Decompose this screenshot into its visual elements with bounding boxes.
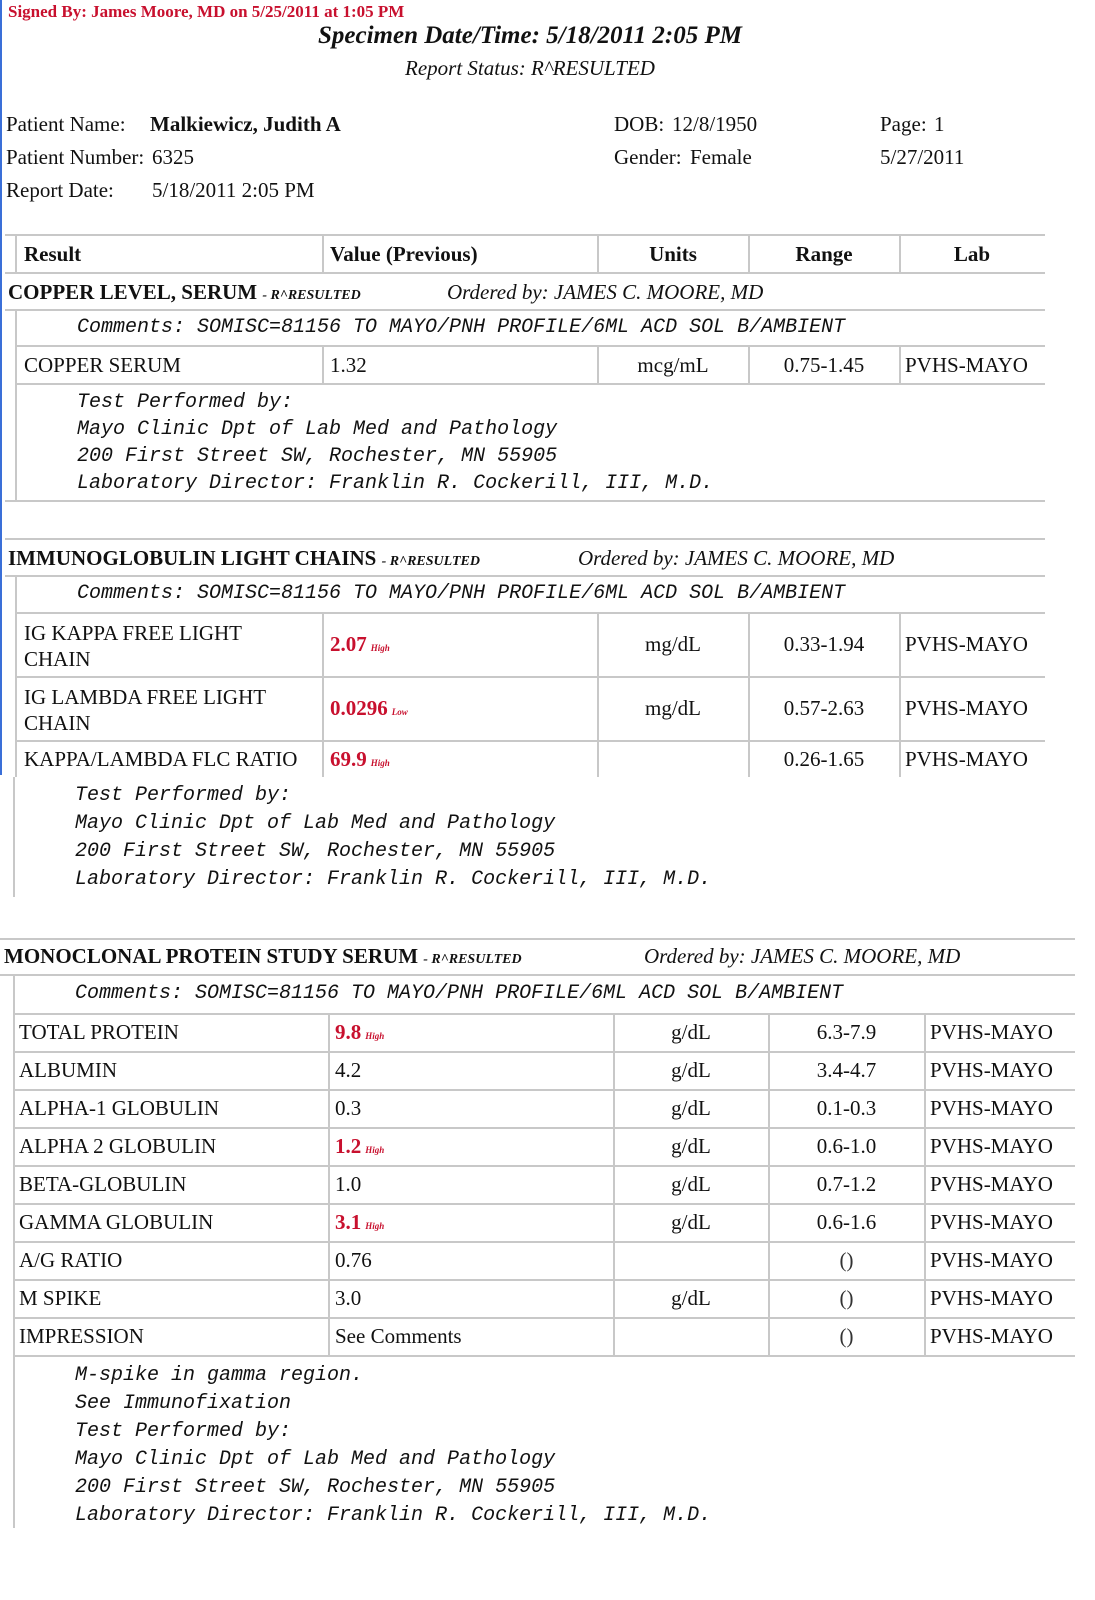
result-lab: PVHS-MAYO <box>905 353 1028 377</box>
result-lab: PVHS-MAYO <box>930 1020 1053 1044</box>
patient-number-label: Patient Number: <box>6 145 145 169</box>
high-flag: High <box>365 1145 385 1155</box>
result-value: See Comments <box>335 1324 462 1348</box>
performed-by-copper: Test Performed by: Mayo Clinic Dpt of Lab Med and Pathology 200 First Street SW, Rochester, MN 55905 Laboratory Director: Franklin R. Cockerill, III, M.D. <box>77 391 714 495</box>
ordered-by-copper: Ordered by: JAMES C. MOORE, MD <box>447 280 764 304</box>
result-range: 0.57-2.63 <box>783 696 865 720</box>
result-range: 0.1-0.3 <box>816 1096 877 1120</box>
result-range: 0.6-1.6 <box>816 1210 877 1234</box>
result-range: 0.6-1.0 <box>816 1134 877 1158</box>
result-units: g/dL <box>671 1172 711 1196</box>
high-flag: High <box>365 1221 385 1231</box>
report-date-label: Report Date: <box>6 178 114 202</box>
result-units: g/dL <box>671 1134 711 1158</box>
result-name: ALPHA-1 GLOBULIN <box>19 1096 220 1120</box>
result-range: () <box>839 1324 854 1348</box>
result-units: mg/dL <box>645 696 701 720</box>
comments-immunoglobulin: Comments: SOMISC=81156 TO MAYO/PNH PROFILE/6ML ACD SOL B/AMBIENT <box>77 582 846 605</box>
ordered-by-monoclonal: Ordered by: JAMES C. MOORE, MD <box>644 944 961 968</box>
result-range: 0.7-1.2 <box>816 1172 877 1196</box>
ordered-by-immunoglobulin: Ordered by: JAMES C. MOORE, MD <box>578 546 895 570</box>
comments-monoclonal: Comments: SOMISC=81156 TO MAYO/PNH PROFILE/6ML ACD SOL B/AMBIENT <box>75 982 844 1005</box>
result-value: 3.0 <box>335 1286 362 1310</box>
result-units: g/dL <box>671 1096 711 1120</box>
result-lab: PVHS-MAYO <box>905 696 1028 720</box>
result-range: () <box>839 1286 854 1310</box>
result-range: 0.75-1.45 <box>783 353 865 377</box>
gender-label: Gender: <box>614 145 682 169</box>
result-value: 0.3 <box>335 1096 362 1120</box>
result-value: 1.0 <box>335 1172 362 1196</box>
result-units: g/dL <box>671 1286 711 1310</box>
col-value: Value (Previous) <box>330 242 478 266</box>
result-lab: PVHS-MAYO <box>930 1134 1053 1158</box>
col-result: Result <box>24 242 82 266</box>
signed-by: Signed By: James Moore, MD on 5/25/2011 at 1:05 PM <box>8 2 405 21</box>
result-range: 0.33-1.94 <box>783 632 865 656</box>
result-lab: PVHS-MAYO <box>930 1210 1053 1234</box>
result-units: mcg/mL <box>637 353 709 377</box>
impression-notes: M-spike in gamma region. See Immunofixation Test Performed by: Mayo Clinic Dpt of Lab Med and Pathology 200 First Street SW, Rochester, MN 55905 Laboratory Director: Franklin R. Cockerill, III, M.D. <box>75 1364 712 1527</box>
page-number: 1 <box>934 112 945 136</box>
result-range: 3.4-4.7 <box>816 1058 877 1082</box>
result-name: IMPRESSION <box>19 1324 144 1348</box>
comments-copper: Comments: SOMISC=81156 TO MAYO/PNH PROFILE/6ML ACD SOL B/AMBIENT <box>77 316 846 339</box>
result-name: IG LAMBDA FREE LIGHT CHAIN <box>24 685 267 735</box>
result-name: ALPHA 2 GLOBULIN <box>19 1134 217 1158</box>
result-name: BETA-GLOBULIN <box>19 1172 187 1196</box>
gender: Female <box>690 145 752 169</box>
result-name: COPPER SERUM <box>24 353 181 377</box>
patient-name-label: Patient Name: <box>6 112 126 136</box>
result-name: ALBUMIN <box>19 1058 117 1082</box>
result-lab: PVHS-MAYO <box>930 1248 1053 1272</box>
result-value: 4.2 <box>335 1058 362 1082</box>
page-label: Page: <box>880 112 927 136</box>
report-date: 5/18/2011 2:05 PM <box>152 178 315 202</box>
result-name: M SPIKE <box>19 1286 102 1310</box>
result-value: 0.0296 Low <box>330 696 408 720</box>
dob: 12/8/1950 <box>672 112 758 136</box>
result-name: GAMMA GLOBULIN <box>19 1210 214 1234</box>
result-lab: PVHS-MAYO <box>930 1324 1053 1348</box>
result-lab: PVHS-MAYO <box>930 1172 1053 1196</box>
col-units: Units <box>649 242 697 266</box>
result-value: 3.1 High <box>335 1210 385 1234</box>
result-units: mg/dL <box>645 632 701 656</box>
result-lab: PVHS-MAYO <box>930 1058 1053 1082</box>
performed-by-immunoglobulin: Test Performed by: Mayo Clinic Dpt of Lab Med and Pathology 200 First Street SW, Rochester, MN 55905 Laboratory Director: Franklin R. Cockerill, III, M.D. <box>75 784 712 891</box>
result-value: 2.07 High <box>330 632 390 656</box>
result-value: 1.32 <box>330 353 367 377</box>
result-value: 1.2 High <box>335 1134 385 1158</box>
result-name: A/G RATIO <box>19 1248 123 1272</box>
result-name: IG KAPPA FREE LIGHT CHAIN <box>24 621 242 671</box>
result-name: KAPPA/LAMBDA FLC RATIO <box>24 747 298 771</box>
patient-number: 6325 <box>152 145 194 169</box>
result-value: 69.9 High <box>330 747 390 771</box>
dob-label: DOB: <box>614 112 665 136</box>
col-range: Range <box>795 242 853 266</box>
section-title-copper: COPPER LEVEL, SERUM - R^RESULTED <box>8 280 361 304</box>
result-value: 0.76 <box>335 1248 372 1272</box>
result-lab: PVHS-MAYO <box>930 1096 1053 1120</box>
report-status: Report Status: R^RESULTED <box>405 56 655 80</box>
left-border <box>0 0 2 775</box>
result-units: g/dL <box>671 1210 711 1234</box>
result-units: g/dL <box>671 1020 711 1044</box>
low-flag: Low <box>391 707 408 717</box>
result-range: () <box>839 1248 854 1272</box>
patient-name: Malkiewicz, Judith A <box>150 112 341 136</box>
result-lab: PVHS-MAYO <box>930 1286 1053 1310</box>
section-title-immunoglobulin: IMMUNOGLOBULIN LIGHT CHAINS - R^RESULTED <box>8 546 480 570</box>
result-lab: PVHS-MAYO <box>905 747 1028 771</box>
section-title-monoclonal: MONOCLONAL PROTEIN STUDY SERUM - R^RESULTED <box>4 944 522 968</box>
result-lab: PVHS-MAYO <box>905 632 1028 656</box>
result-value: 9.8 High <box>335 1020 385 1044</box>
col-lab: Lab <box>953 242 991 266</box>
high-flag: High <box>365 1031 385 1041</box>
result-name: TOTAL PROTEIN <box>19 1020 179 1044</box>
high-flag: High <box>370 758 390 768</box>
result-range: 0.26-1.65 <box>783 747 865 771</box>
specimen-datetime: Specimen Date/Time: 5/18/2011 2:05 PM <box>317 22 743 49</box>
high-flag: High <box>370 643 390 653</box>
result-units: g/dL <box>671 1058 711 1082</box>
result-range: 6.3-7.9 <box>816 1020 877 1044</box>
print-date: 5/27/2011 <box>880 145 965 169</box>
